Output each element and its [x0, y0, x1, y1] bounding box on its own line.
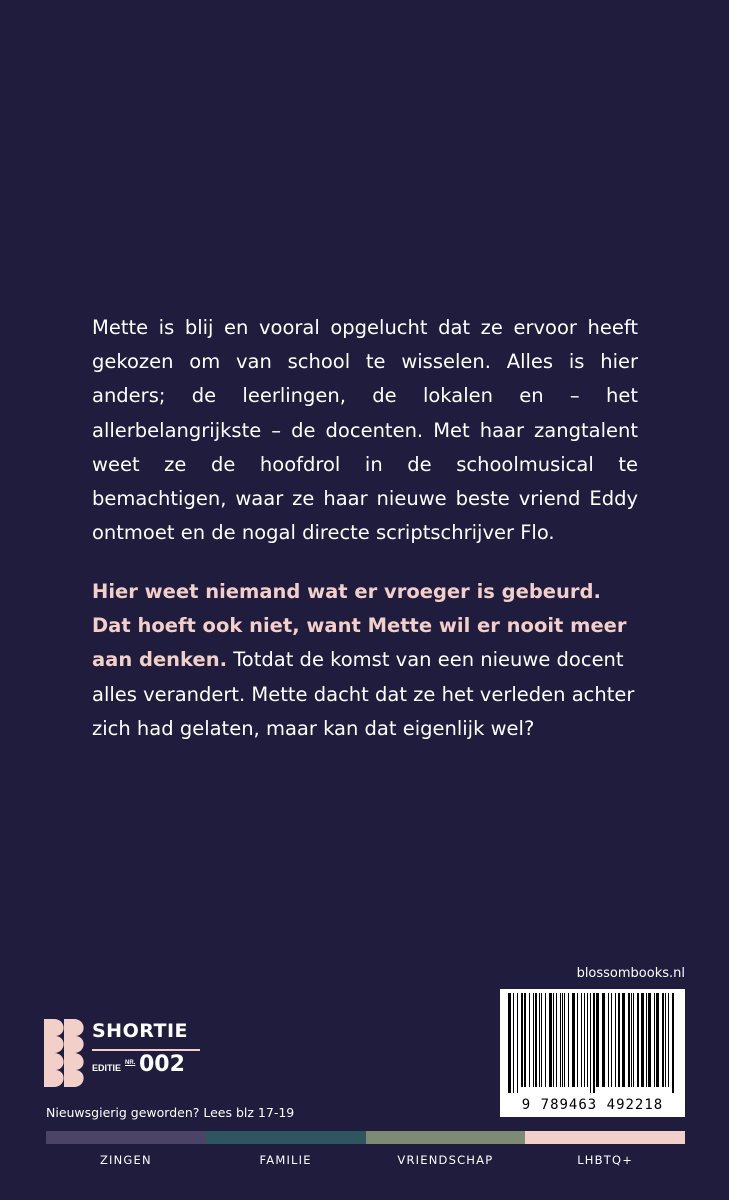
series-name: SHORTIE	[92, 1020, 189, 1042]
theme-color-zingen	[46, 1131, 206, 1144]
edition-no-label: NR.	[125, 1060, 136, 1066]
theme-color-vriendschap	[366, 1131, 526, 1144]
shortie-logo	[44, 1019, 204, 1089]
publisher-website[interactable]: blossombooks.nl	[576, 966, 685, 981]
theme-color-familie	[206, 1131, 366, 1144]
logo-divider	[92, 1049, 200, 1051]
isbn-barcode	[500, 989, 685, 1117]
blurb-paragraph-2	[92, 575, 638, 746]
isbn-number: 9 789463 492218	[521, 1097, 664, 1113]
edition-label: EDITIE	[92, 1063, 122, 1073]
theme-color-lhbtq	[525, 1131, 685, 1144]
blurb-paragraph-1: Mette is blij en vooral opgelucht dat ze ervoor heeft gekozen om van school te wisselen. Alles is hier anders; de leerlingen, de lokalen en – het allerbelangrijkste – de docenten. Met haar zangtalent weet ze de hoofdrol in de schoolmusical te bemachtigen, waar ze haar nieuwe beste vriend Eddy ontmoet en de nogal directe scriptschrijver Flo.	[92, 316, 638, 545]
theme-tag-lhbtq: LHBTQ+	[577, 1153, 634, 1167]
theme-tag-vriendschap: VRIENDSCHAP	[397, 1153, 494, 1167]
theme-tags	[46, 1153, 685, 1167]
teaser-text: Nieuwsgierig geworden? Lees blz 17-19	[46, 1105, 295, 1120]
edition-number: 002	[139, 1052, 185, 1077]
bb-logo-icon	[44, 1019, 90, 1087]
blurb-paragraph-2-rest: Totdat de komst van een nieuwe docent alles verandert. Mette dacht dat ze het verleden achter zich had gelaten, maar kan dat eigenlijk wel?	[92, 648, 635, 740]
theme-tag-familie: FAMILIE	[259, 1153, 312, 1167]
theme-color-bar	[46, 1131, 685, 1144]
barcode-bars	[500, 989, 685, 1094]
blurb-highlight: Hier weet niemand wat er vroeger is gebeurd. Dat hoeft ook niet, want Mette wil er nooit meer aan denken.	[92, 580, 627, 672]
theme-tag-zingen: ZINGEN	[99, 1153, 152, 1167]
